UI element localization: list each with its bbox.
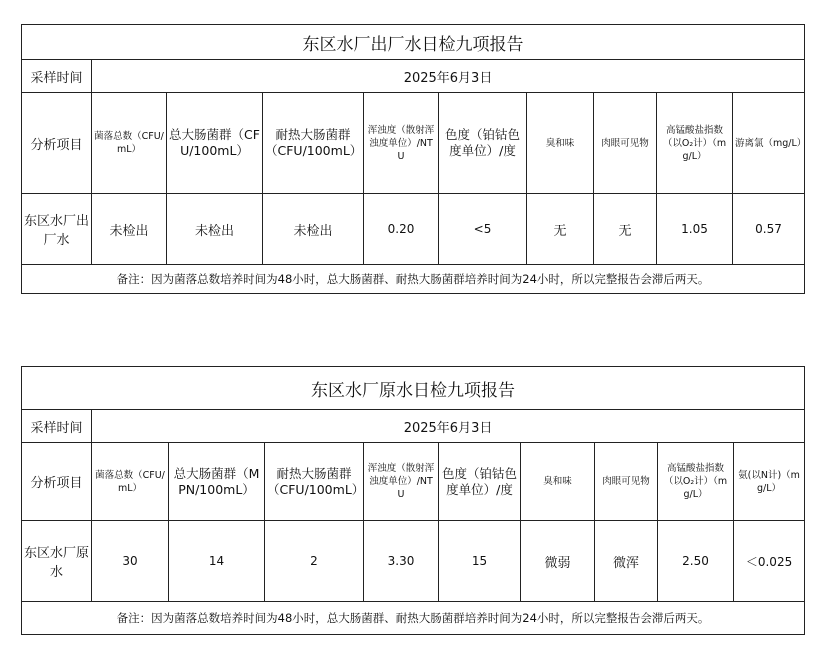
value-permanganate-index: 1.05 xyxy=(657,194,733,265)
value-colony-count: 未检出 xyxy=(92,194,167,265)
value-turbidity: 3.30 xyxy=(364,521,439,602)
value-ammonia-nitrogen: ＜0.025 xyxy=(734,521,805,602)
value-thermotolerant-coliform: 2 xyxy=(265,521,364,602)
header-odor-taste: 臭和味 xyxy=(527,93,594,194)
report-note: 备注：因为菌落总数培养时间为48小时，总大肠菌群、耐热大肠菌群培养时间为24小时，所以完整报告会滞后两天。 xyxy=(22,602,805,635)
report-table-outlet-water xyxy=(21,24,805,294)
sampling-time-label: 采样时间 xyxy=(22,410,92,443)
header-permanganate-index: 高锰酸盐指数（以O₂计）（mg/L） xyxy=(658,443,734,521)
header-chroma: 色度（铂钴色度单位）/度 xyxy=(439,93,527,194)
value-odor-taste: 微弱 xyxy=(521,521,595,602)
report-note: 备注：因为菌落总数培养时间为48小时，总大肠菌群、耐热大肠菌群培养时间为24小时，所以完整报告会滞后两天。 xyxy=(22,265,805,294)
header-turbidity: 浑浊度（散射浑浊度单位）/NTU xyxy=(364,443,439,521)
value-total-coliform: 14 xyxy=(169,521,265,602)
header-thermotolerant-coliform: 耐热大肠菌群（CFU/100mL） xyxy=(263,93,364,194)
value-total-coliform: 未检出 xyxy=(167,194,263,265)
sampling-time-label: 采样时间 xyxy=(22,60,92,93)
header-visible-matter: 肉眼可见物 xyxy=(595,443,658,521)
header-odor-taste: 臭和味 xyxy=(521,443,595,521)
report-table-raw-water xyxy=(21,366,805,635)
header-permanganate-index: 高锰酸盐指数（以O₂计）（mg/L） xyxy=(657,93,733,194)
header-colony-count: 菌落总数（CFU/mL） xyxy=(92,93,167,194)
value-free-chlorine: 0.57 xyxy=(733,194,805,265)
header-total-coliform: 总大肠菌群（CFU/100mL） xyxy=(167,93,263,194)
value-chroma: <5 xyxy=(439,194,527,265)
header-turbidity: 浑浊度（散射浑浊度单位）/NTU xyxy=(364,93,439,194)
header-free-chlorine: 游离氯（mg/L） xyxy=(733,93,805,194)
value-odor-taste: 无 xyxy=(527,194,594,265)
header-total-coliform: 总大肠菌群（MPN/100mL） xyxy=(169,443,265,521)
sampling-date: 2025年6月3日 xyxy=(92,60,805,93)
report-title: 东区水厂出厂水日检九项报告 xyxy=(22,25,805,60)
header-chroma: 色度（铂钴色度单位）/度 xyxy=(439,443,521,521)
header-colony-count: 菌落总数（CFU/mL） xyxy=(92,443,169,521)
analysis-item-label: 分析项目 xyxy=(22,93,92,194)
value-turbidity: 0.20 xyxy=(364,194,439,265)
sampling-date: 2025年6月3日 xyxy=(92,410,805,443)
sample-name: 东区水厂原水 xyxy=(22,521,92,602)
value-chroma: 15 xyxy=(439,521,521,602)
value-thermotolerant-coliform: 未检出 xyxy=(263,194,364,265)
sample-name: 东区水厂出厂水 xyxy=(22,194,92,265)
value-colony-count: 30 xyxy=(92,521,169,602)
report-title: 东区水厂原水日检九项报告 xyxy=(22,367,805,410)
value-visible-matter: 无 xyxy=(594,194,657,265)
header-thermotolerant-coliform: 耐热大肠菌群（CFU/100mL） xyxy=(265,443,364,521)
value-visible-matter: 微浑 xyxy=(595,521,658,602)
analysis-item-label: 分析项目 xyxy=(22,443,92,521)
header-ammonia-nitrogen: 氨(以N计)（mg/L） xyxy=(734,443,805,521)
value-permanganate-index: 2.50 xyxy=(658,521,734,602)
header-visible-matter: 肉眼可见物 xyxy=(594,93,657,194)
